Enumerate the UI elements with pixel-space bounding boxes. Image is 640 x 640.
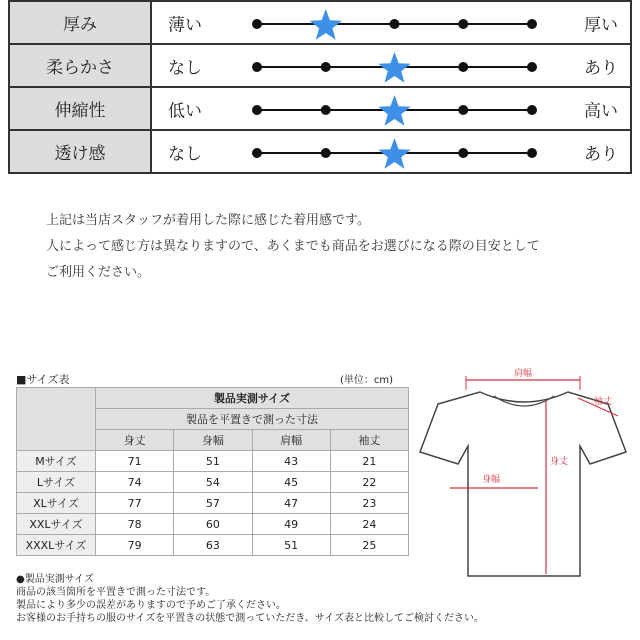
size-value-cell: 25 xyxy=(330,535,408,556)
size-row-label: XLサイズ xyxy=(17,493,96,514)
footnote-line-2: 商品の該当箇所を平置きで測った寸法です。 xyxy=(16,587,216,598)
size-value-cell: 49 xyxy=(252,514,330,535)
tshirt-diagram xyxy=(410,360,638,582)
rating-scale xyxy=(152,131,632,172)
size-column-header: 袖丈 xyxy=(330,430,408,451)
scale-dot xyxy=(252,148,262,158)
feel-row xyxy=(9,1,631,44)
feel-row xyxy=(9,44,631,87)
rating-star-icon xyxy=(378,138,410,169)
size-header-sub: 製品を平置きで測った寸法 xyxy=(96,409,409,430)
scale-dot xyxy=(458,62,468,72)
rating-scale xyxy=(152,88,632,129)
scale-min-label: 低い xyxy=(168,101,202,121)
size-column-header: 身幅 xyxy=(174,430,252,451)
scale-max-label: あり xyxy=(584,58,618,78)
footnote-line-3: 製品により多少の誤差がありますので予めご了承ください。 xyxy=(16,600,286,611)
scale-dot xyxy=(321,148,331,158)
scale-max-label: 高い xyxy=(584,101,618,121)
feel-row-scale xyxy=(151,44,631,87)
size-value-cell: 51 xyxy=(252,535,330,556)
note-line-3: ご利用ください。 xyxy=(46,265,151,280)
shoulder-label: 肩幅 xyxy=(514,369,533,379)
feel-row-scale xyxy=(151,87,631,130)
size-value-cell: 47 xyxy=(252,493,330,514)
size-column-header: 身丈 xyxy=(96,430,174,451)
size-value-cell: 71 xyxy=(96,451,174,472)
scale-max-label: 厚い xyxy=(584,15,618,35)
size-value-cell: 57 xyxy=(174,493,252,514)
table-row xyxy=(17,535,409,556)
feel-row-label: 伸縮性 xyxy=(9,87,151,130)
scale-max-label: あり xyxy=(584,144,618,164)
size-value-cell: 74 xyxy=(96,472,174,493)
scale-min-label: 薄い xyxy=(168,15,202,35)
footnote-line-4: お客様のお手持ちの服のサイズを平置きの状態で測っていただき、サイズ表と比較してご検討ください。 xyxy=(16,613,484,624)
feel-table xyxy=(8,0,632,174)
scale-dot xyxy=(527,19,537,29)
size-row-label: XXXLサイズ xyxy=(17,535,96,556)
scale-dot xyxy=(458,105,468,115)
size-value-cell: 45 xyxy=(252,472,330,493)
size-table-title: ■サイズ表 xyxy=(16,373,70,386)
feel-row-label: 柔らかさ xyxy=(9,44,151,87)
scale-dot xyxy=(321,62,331,72)
scale-min-label: なし xyxy=(168,58,202,78)
tshirt-outline xyxy=(420,392,626,576)
rating-star-icon xyxy=(378,52,410,83)
size-value-cell: 51 xyxy=(174,451,252,472)
size-table-unit: (単位：cm) xyxy=(340,375,394,386)
size-table xyxy=(16,387,409,556)
size-value-cell: 54 xyxy=(174,472,252,493)
scale-dot xyxy=(321,105,331,115)
sleeve-label: 袖丈 xyxy=(594,397,613,407)
scale-dot xyxy=(458,148,468,158)
feel-row xyxy=(9,87,631,130)
size-row-label: Mサイズ xyxy=(17,451,96,472)
scale-dot xyxy=(458,19,468,29)
scale-dot xyxy=(252,105,262,115)
size-value-cell: 24 xyxy=(330,514,408,535)
scale-dot xyxy=(527,105,537,115)
size-corner-cell xyxy=(17,388,96,451)
scale-dot xyxy=(390,19,400,29)
size-value-cell: 63 xyxy=(174,535,252,556)
rating-scale xyxy=(152,2,632,43)
size-column-header: 肩幅 xyxy=(252,430,330,451)
size-value-cell: 22 xyxy=(330,472,408,493)
size-value-cell: 21 xyxy=(330,451,408,472)
size-value-cell: 60 xyxy=(174,514,252,535)
feel-row-scale xyxy=(151,130,631,173)
footnote-line-1: ●製品実測サイズ xyxy=(16,574,94,585)
scale-dot xyxy=(252,62,262,72)
note-line-2: 人によって感じ方は異なりますので、あくまでも商品をお選びになる際の目安として xyxy=(46,239,540,254)
rating-star-icon xyxy=(310,9,342,40)
scale-dot xyxy=(527,148,537,158)
rating-star-icon xyxy=(378,95,410,126)
table-row xyxy=(17,451,409,472)
size-row-label: XXLサイズ xyxy=(17,514,96,535)
size-value-cell: 43 xyxy=(252,451,330,472)
scale-dot xyxy=(252,19,262,29)
chest-label: 身幅 xyxy=(482,475,501,485)
length-label: 身丈 xyxy=(550,457,569,467)
feel-row xyxy=(9,130,631,173)
feel-row-label: 透け感 xyxy=(9,130,151,173)
size-value-cell: 23 xyxy=(330,493,408,514)
note-line-1: 上記は当店スタッフが着用した際に感じた着用感です。 xyxy=(46,213,370,228)
scale-dot xyxy=(527,62,537,72)
table-row xyxy=(17,514,409,535)
table-row xyxy=(17,493,409,514)
feel-row-scale xyxy=(151,1,631,44)
size-row-label: Lサイズ xyxy=(17,472,96,493)
size-header-row xyxy=(17,388,409,409)
feel-row-label: 厚み xyxy=(9,1,151,44)
size-value-cell: 79 xyxy=(96,535,174,556)
rating-scale xyxy=(152,45,632,86)
size-header-main: 製品実測サイズ xyxy=(96,388,409,409)
scale-min-label: なし xyxy=(168,144,202,164)
usage-note xyxy=(46,208,540,286)
size-value-cell: 78 xyxy=(96,514,174,535)
size-value-cell: 77 xyxy=(96,493,174,514)
table-row xyxy=(17,472,409,493)
